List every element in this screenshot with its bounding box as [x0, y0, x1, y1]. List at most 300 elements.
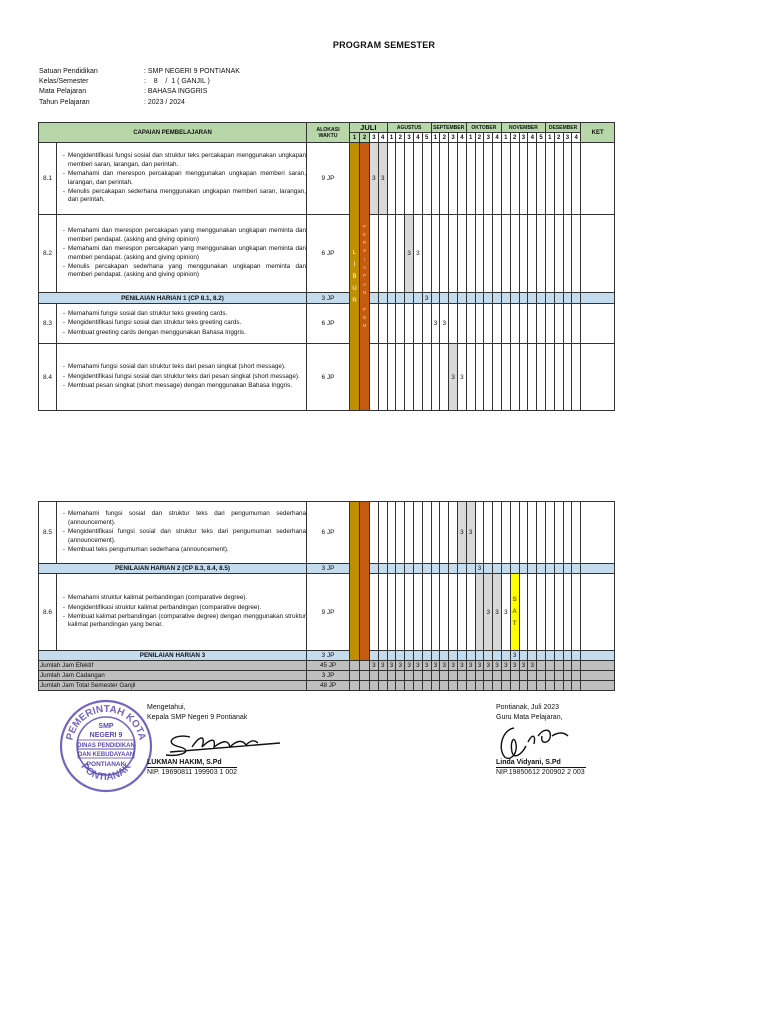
week-cell: [431, 651, 440, 661]
bullet-text: Menulis percakapan sederhana yang menggunakan ungkapan meminta dan memberi pendapat. (asking and giving opinion): [68, 262, 306, 279]
week-cell: [493, 502, 502, 564]
summary-week-cell: [510, 681, 519, 691]
cp-row: [39, 215, 615, 293]
header-ket: KET: [581, 123, 615, 143]
cp-description: [57, 215, 307, 293]
week-cell: [537, 215, 546, 293]
week-cell: [475, 215, 484, 293]
summary-week-cell: [360, 671, 370, 681]
bullet-text: Memahami fungsi sosial dan struktur teks greeting cards.: [68, 309, 228, 317]
week-number: 1: [431, 133, 440, 143]
cp-row: [39, 304, 615, 344]
bullet-dash: -: [62, 528, 65, 536]
week-cell: [378, 502, 387, 564]
summary-jp: 45 JP: [307, 661, 350, 671]
week-cell: [378, 215, 387, 293]
summary-label: Jumlah Jam Total Semester Ganjil: [39, 681, 307, 691]
week-cell: [528, 215, 537, 293]
week-number: 3: [563, 133, 572, 143]
bullet-text: Menulis percakapan sederhana menggunakan ungkapan memberi saran, larangan, dan perintah.: [68, 187, 306, 204]
week-cell: [370, 344, 379, 411]
week-cell: [413, 344, 422, 411]
week-cell: [370, 564, 379, 574]
week-cell: [396, 651, 405, 661]
cp-row: [39, 344, 615, 411]
week-cell: [457, 651, 466, 661]
bullet-item: [57, 319, 306, 327]
week-number: 4: [528, 133, 537, 143]
bullet-dash: -: [62, 309, 65, 317]
week-cell: [387, 502, 396, 564]
summary-week-cell: 3: [501, 661, 510, 671]
week-cell: [563, 215, 572, 293]
week-cell: [545, 344, 554, 411]
week-cell: [457, 564, 466, 574]
week-cell: [519, 344, 528, 411]
summary-week-cell: [413, 671, 422, 681]
bullet-item: [57, 310, 306, 318]
week-cell: [440, 564, 449, 574]
summary-week-cell: [572, 681, 581, 691]
summary-week-cell: [554, 671, 563, 681]
schedule-table-bottom: [38, 501, 615, 691]
bullet-dash: -: [62, 152, 65, 160]
bullet-text: Memahami dan merespon percakapan menggunakan ungkapan memberi saran, larangan, dan perintah.: [68, 170, 306, 186]
week-cell: 3: [484, 574, 493, 651]
week-cell: [422, 574, 431, 651]
week-cell: [493, 564, 502, 574]
week-cell: [440, 651, 449, 661]
week-cell: 3: [431, 304, 440, 344]
week-cell: [370, 215, 379, 293]
summary-week-cell: [501, 681, 510, 691]
week-cell: [537, 293, 546, 304]
week-cell: [554, 304, 563, 344]
summary-week-cell: [360, 681, 370, 691]
week-number: 2: [440, 133, 449, 143]
week-cell: [378, 344, 387, 411]
jp-value: 9 JP: [307, 143, 350, 215]
week-cell: [554, 564, 563, 574]
week-cell: [457, 293, 466, 304]
week-cell: [545, 651, 554, 661]
summary-ket-cell: [581, 671, 615, 681]
summary-week-cell: [537, 671, 546, 681]
week-cell: [528, 344, 537, 411]
week-cell: 3: [501, 574, 510, 651]
summary-week-cell: [370, 681, 379, 691]
week-cell: [537, 651, 546, 661]
week-cell: [440, 143, 449, 215]
week-cell: [370, 574, 379, 651]
week-cell: [422, 502, 431, 564]
week-cell: [519, 304, 528, 344]
week-cell: [572, 143, 581, 215]
summary-week-cell: 3: [519, 661, 528, 671]
jp-value: 6 JP: [307, 215, 350, 293]
summary-week-cell: [554, 681, 563, 691]
week-cell: [466, 564, 475, 574]
sat-column: [510, 574, 519, 651]
week-cell: [413, 564, 422, 574]
week-cell: [484, 651, 493, 661]
week-number: 1: [350, 133, 360, 143]
week-cell: 3: [449, 344, 458, 411]
bullet-text: Memahami fungsi sosial dan struktur teks dari pesan singkat (short message).: [68, 363, 286, 371]
jp-value: 6 JP: [307, 304, 350, 344]
week-cell: [572, 304, 581, 344]
week-cell: [572, 564, 581, 574]
bullet-item: [57, 152, 306, 169]
week-cell: [449, 215, 458, 293]
bullet-text: Memahami dan merespon percakapan yang menggunakan ungkapan meminta dan memberi pendapat. (asking and giving opinion): [68, 227, 306, 243]
week-cell: [528, 502, 537, 564]
week-cell: [572, 215, 581, 293]
week-cell: [501, 344, 510, 411]
ket-cell: [581, 293, 615, 304]
summary-week-cell: 3: [457, 661, 466, 671]
sign-right-name: Linda Vidyani, S.Pd: [496, 759, 561, 766]
week-cell: [378, 651, 387, 661]
info-label: Satuan Pendidikan: [39, 68, 98, 75]
week-cell: [440, 574, 449, 651]
week-cell: [405, 502, 414, 564]
week-cell: [528, 651, 537, 661]
week-cell: [387, 564, 396, 574]
header-month: AGUSTUS: [387, 123, 431, 133]
sign-left-line1: Mengetahui,: [147, 704, 186, 711]
week-cell: [563, 143, 572, 215]
summary-week-cell: [422, 671, 431, 681]
summary-week-cell: [475, 681, 484, 691]
summary-week-cell: 3: [449, 661, 458, 671]
week-cell: [431, 344, 440, 411]
bullet-dash: -: [62, 328, 65, 336]
info-label: Kelas/Semester: [39, 78, 89, 86]
document-info: [39, 67, 240, 108]
summary-week-cell: [387, 681, 396, 691]
week-number: 2: [554, 133, 563, 143]
summary-week-cell: [370, 671, 379, 681]
week-number: 1: [466, 133, 475, 143]
assessment-row: [39, 564, 615, 574]
week-cell: [493, 143, 502, 215]
header-month-juli: JULI: [350, 123, 388, 133]
week-cell: [449, 574, 458, 651]
sign-right-line1: Pontianak, Juli 2023: [496, 704, 560, 711]
week-cell: [493, 215, 502, 293]
week-cell: [396, 564, 405, 574]
week-cell: 3: [510, 651, 519, 661]
assessment-row: [39, 651, 615, 661]
cp-description: [57, 304, 307, 344]
sign-right: [496, 703, 563, 723]
week-cell: [493, 304, 502, 344]
bullet-dash: -: [62, 603, 65, 611]
week-cell: [440, 293, 449, 304]
sign-left-name: LUKMAN HAKIM, S.Pd: [147, 759, 222, 766]
persiapan-label: P E R S I A P A N P B M: [362, 223, 367, 329]
stamp-text: PEMERINTAH KOTA: [64, 703, 148, 742]
bullet-item: [57, 546, 306, 554]
week-cell: [422, 564, 431, 574]
assessment-title: PENILAIAN HARIAN 1 (CP 8.1, 8.2): [39, 293, 307, 304]
week-cell: [528, 574, 537, 651]
summary-jp: 3 JP: [307, 671, 350, 681]
persiapan-column: [360, 502, 370, 661]
stamp-text: PONTIANAK: [78, 761, 134, 784]
week-cell: [528, 564, 537, 574]
week-cell: [545, 215, 554, 293]
week-cell: [545, 293, 554, 304]
week-cell: [449, 564, 458, 574]
week-cell: [378, 564, 387, 574]
week-number: 1: [387, 133, 396, 143]
week-cell: [493, 293, 502, 304]
week-cell: [413, 651, 422, 661]
week-cell: [510, 304, 519, 344]
summary-week-cell: 3: [405, 661, 414, 671]
week-cell: [528, 293, 537, 304]
cp-description: [57, 344, 307, 411]
week-cell: [396, 574, 405, 651]
summary-jp: 48 JP: [307, 681, 350, 691]
header-alokasi-1: ALOKASI: [316, 126, 340, 133]
info-value: : SMP NEGERI 9 PONTIANAK: [144, 68, 240, 75]
week-cell: [572, 574, 581, 651]
summary-week-cell: [387, 671, 396, 681]
stamp-text: DINAS PENDIDIKAN: [77, 743, 135, 749]
ket-cell: [581, 574, 615, 651]
week-number: 3: [484, 133, 493, 143]
cp-code: 8.5: [39, 502, 57, 564]
week-cell: [501, 651, 510, 661]
bullet-text: Mengidentifikasi fungsi sosial dan struktur teks greeting cards.: [68, 319, 242, 327]
week-cell: [537, 304, 546, 344]
stamp-seal-icon: [58, 698, 154, 794]
week-cell: [466, 344, 475, 411]
week-cell: [554, 502, 563, 564]
week-cell: [563, 293, 572, 304]
week-cell: [563, 651, 572, 661]
week-cell: [501, 293, 510, 304]
week-cell: [396, 502, 405, 564]
header-month: NOVEMBER: [501, 123, 545, 133]
week-cell: [440, 502, 449, 564]
week-cell: [537, 574, 546, 651]
week-number: 3: [519, 133, 528, 143]
summary-week-cell: [422, 681, 431, 691]
summary-week-cell: [466, 681, 475, 691]
summary-week-cell: 3: [431, 661, 440, 671]
week-cell: [378, 574, 387, 651]
week-cell: [405, 651, 414, 661]
bullet-item: [57, 528, 306, 545]
week-cell: [563, 502, 572, 564]
summary-week-cell: [537, 681, 546, 691]
stamp-text: PONTIANAK: [86, 761, 126, 768]
summary-week-cell: [405, 681, 414, 691]
week-cell: [545, 502, 554, 564]
week-cell: [501, 564, 510, 574]
week-cell: [510, 293, 519, 304]
week-cell: [484, 344, 493, 411]
summary-week-cell: [484, 671, 493, 681]
bullet-dash: -: [62, 170, 65, 178]
bullet-item: [57, 329, 306, 337]
cp-code: 8.3: [39, 304, 57, 344]
ket-cell: [581, 651, 615, 661]
week-cell: [387, 574, 396, 651]
week-cell: [440, 215, 449, 293]
summary-week-cell: [501, 671, 510, 681]
summary-week-cell: [545, 671, 554, 681]
summary-week-cell: [350, 671, 360, 681]
summary-week-cell: [572, 671, 581, 681]
summary-week-cell: [537, 661, 546, 671]
week-number: 4: [413, 133, 422, 143]
bullet-dash: -: [62, 546, 65, 554]
summary-week-cell: [563, 681, 572, 691]
week-cell: [537, 564, 546, 574]
cp-code: 8.1: [39, 143, 57, 215]
summary-week-cell: [350, 681, 360, 691]
week-cell: [378, 293, 387, 304]
week-number: 1: [545, 133, 554, 143]
summary-label: Jumlah Jam Cadangan: [39, 671, 307, 681]
week-cell: [519, 574, 528, 651]
cp-code: 8.6: [39, 574, 57, 651]
page-title: PROGRAM SEMESTER: [332, 40, 436, 50]
week-cell: [510, 344, 519, 411]
bullet-item: [57, 594, 306, 602]
cp-description: [57, 143, 307, 215]
week-cell: [563, 304, 572, 344]
week-cell: [370, 502, 379, 564]
week-cell: [466, 215, 475, 293]
summary-week-cell: [528, 681, 537, 691]
bullet-item: [57, 245, 306, 262]
bullet-item: [57, 613, 306, 630]
info-label: Tahun Pelajaran: [39, 98, 90, 106]
ket-cell: [581, 143, 615, 215]
jp-value: 6 JP: [307, 344, 350, 411]
week-number: 2: [360, 133, 370, 143]
bullet-text: Mengidentifikasi fungsi sosial dan struktur teks percakapan menggunakan ungkapan memberi saran, larangan, dan perintah.: [68, 152, 306, 168]
bullet-text: Mengidentifikasi fungsi sosial dan struktur teks dari pesan singkat (short message).: [68, 372, 300, 380]
week-cell: [449, 304, 458, 344]
sign-left-nip: NIP. 19690811 199903 1 002: [147, 769, 238, 776]
bullet-text: Mengidentifikasi fungsi sosial dan struktur teks dari pengumuman sederhana (announcement).: [68, 528, 306, 544]
week-cell: [422, 344, 431, 411]
summary-week-cell: [440, 671, 449, 681]
summary-week-cell: 3: [387, 661, 396, 671]
summary-week-cell: [431, 681, 440, 691]
info-value: : BAHASA INGGRIS: [144, 88, 208, 96]
week-cell: [475, 651, 484, 661]
info-value: : 2023 / 2024: [144, 98, 185, 106]
week-cell: [431, 293, 440, 304]
summary-week-cell: [545, 661, 554, 671]
week-cell: [537, 143, 546, 215]
cp-code: 8.4: [39, 344, 57, 411]
week-cell: [519, 564, 528, 574]
jp-value: 3 JP: [307, 564, 350, 574]
week-cell: 3: [422, 293, 431, 304]
bullet-dash: -: [62, 245, 65, 253]
summary-week-cell: [378, 671, 387, 681]
week-cell: [554, 293, 563, 304]
cp-row: [39, 574, 615, 651]
summary-week-cell: 3: [378, 661, 387, 671]
bullet-dash: -: [62, 372, 65, 380]
bullet-item: [57, 227, 306, 244]
week-number: 4: [457, 133, 466, 143]
header-alokasi: [307, 123, 350, 143]
week-number: 5: [537, 133, 546, 143]
summary-week-cell: [449, 671, 458, 681]
week-cell: [370, 304, 379, 344]
bullet-item: [57, 373, 306, 381]
ket-cell: [581, 304, 615, 344]
bullet-item: [57, 604, 306, 612]
week-cell: [405, 344, 414, 411]
bullet-text: Memahami struktur kalimat perbandingan (comparative degree).: [68, 594, 248, 602]
summary-week-cell: 3: [475, 661, 484, 671]
summary-row: [39, 671, 615, 681]
jp-value: 3 JP: [307, 651, 350, 661]
summary-week-cell: [545, 681, 554, 691]
week-cell: [572, 344, 581, 411]
bullet-text: Memahami fungsi sosial dan struktur teks dari pengumuman sederhana (announcement).: [68, 510, 306, 526]
libur-label: L I B U R: [352, 249, 357, 304]
week-cell: [387, 215, 396, 293]
summary-week-cell: [493, 681, 502, 691]
week-cell: [563, 574, 572, 651]
bullet-text: Membuat kalimat perbandingan (comparative degree) dengan menggunakan struktur kalimat perbandingan yang benar.: [68, 613, 306, 629]
week-cell: [554, 574, 563, 651]
bullet-item: [57, 170, 306, 187]
week-cell: [457, 215, 466, 293]
bullet-dash: -: [62, 613, 65, 620]
summary-ket-cell: [581, 681, 615, 691]
bullet-dash: -: [62, 187, 65, 195]
week-number: 4: [493, 133, 502, 143]
week-number: 5: [422, 133, 431, 143]
assessment-title: PENILAIAN HARIAN 3: [39, 651, 307, 661]
week-cell: [413, 502, 422, 564]
week-cell: 3: [413, 215, 422, 293]
summary-week-cell: [563, 671, 572, 681]
sign-right-line2: Guru Mata Pelajaran,: [496, 714, 563, 721]
summary-week-cell: [510, 671, 519, 681]
week-cell: [457, 574, 466, 651]
week-cell: [563, 564, 572, 574]
stamp-text: NEGERI 9: [89, 732, 123, 739]
jp-value: 3 JP: [307, 293, 350, 304]
bullet-text: Membuat teks pengumuman sederhana (announcement).: [68, 546, 229, 554]
bullet-dash: -: [62, 382, 65, 390]
week-cell: [466, 304, 475, 344]
week-cell: [510, 143, 519, 215]
week-cell: [493, 344, 502, 411]
week-cell: [519, 651, 528, 661]
bullet-text: Mengidentifikasi struktur kalimat perbandingan (comparative degree).: [68, 603, 262, 611]
week-cell: [422, 215, 431, 293]
week-number: 2: [510, 133, 519, 143]
summary-week-cell: 3: [528, 661, 537, 671]
week-cell: [554, 215, 563, 293]
